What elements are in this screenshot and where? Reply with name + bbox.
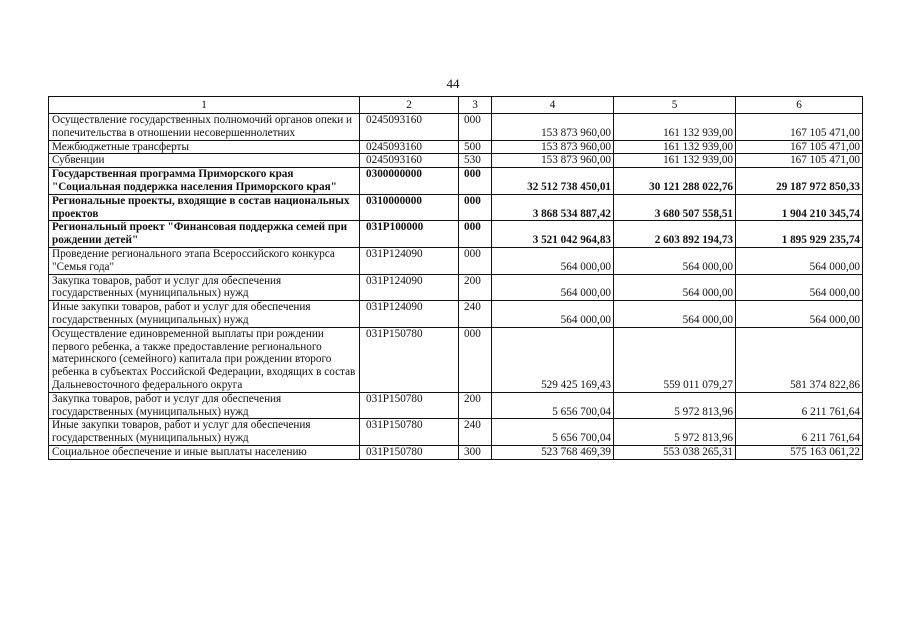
row-value-cell: 29 187 972 850,33 bbox=[736, 168, 863, 195]
row-value-cell: 523 768 469,39 bbox=[492, 445, 614, 459]
row-value-cell: 559 011 079,27 bbox=[614, 327, 736, 392]
column-header: 5 bbox=[614, 97, 736, 114]
row-value-cell: 564 000,00 bbox=[492, 274, 614, 301]
row-code-cell: 031P150780 bbox=[360, 445, 459, 459]
column-header: 3 bbox=[459, 97, 492, 114]
row-code-cell: 031P100000 bbox=[360, 221, 459, 248]
row-value-cell: 5 656 700,04 bbox=[492, 392, 614, 419]
row-value-cell: 581 374 822,86 bbox=[736, 327, 863, 392]
row-name-cell: Проведение регионального этапа Всероссийского конкурса "Семья года" bbox=[49, 247, 360, 274]
table-row bbox=[49, 194, 863, 221]
column-header: 2 bbox=[360, 97, 459, 114]
row-value-cell: 30 121 288 022,76 bbox=[614, 168, 736, 195]
row-code-cell: 031P150780 bbox=[360, 327, 459, 392]
row-code-cell: 031P124090 bbox=[360, 274, 459, 301]
row-name-cell: Региональные проекты, входящие в состав национальных проектов bbox=[49, 194, 360, 221]
row-value-cell: 564 000,00 bbox=[736, 301, 863, 328]
row-value-cell: 161 132 939,00 bbox=[614, 140, 736, 154]
row-value-cell: 161 132 939,00 bbox=[614, 114, 736, 141]
row-code-cell: 031P124090 bbox=[360, 301, 459, 328]
row-type-cell: 300 bbox=[459, 445, 492, 459]
row-value-cell: 6 211 761,64 bbox=[736, 419, 863, 446]
row-code-cell: 0245093160 bbox=[360, 114, 459, 141]
row-type-cell: 000 bbox=[459, 114, 492, 141]
table-row bbox=[49, 392, 863, 419]
row-value-cell: 575 163 061,22 bbox=[736, 445, 863, 459]
row-value-cell: 564 000,00 bbox=[736, 247, 863, 274]
row-type-cell: 000 bbox=[459, 194, 492, 221]
row-name-cell: Иные закупки товаров, работ и услуг для обеспечения государственных (муниципальных) нужд bbox=[49, 301, 360, 328]
row-value-cell: 3 868 534 887,42 bbox=[492, 194, 614, 221]
row-value-cell: 3 680 507 558,51 bbox=[614, 194, 736, 221]
table-header-row bbox=[49, 97, 863, 114]
row-value-cell: 564 000,00 bbox=[614, 247, 736, 274]
row-value-cell: 553 038 265,31 bbox=[614, 445, 736, 459]
row-value-cell: 167 105 471,00 bbox=[736, 114, 863, 141]
row-value-cell: 3 521 042 964,83 bbox=[492, 221, 614, 248]
row-name-cell: Субвенции bbox=[49, 154, 360, 168]
row-code-cell: 0245093160 bbox=[360, 154, 459, 168]
row-code-cell: 0310000000 bbox=[360, 194, 459, 221]
row-value-cell: 2 603 892 194,73 bbox=[614, 221, 736, 248]
table-row bbox=[49, 445, 863, 459]
row-value-cell: 153 873 960,00 bbox=[492, 140, 614, 154]
row-type-cell: 530 bbox=[459, 154, 492, 168]
row-type-cell: 000 bbox=[459, 247, 492, 274]
row-value-cell: 1 904 210 345,74 bbox=[736, 194, 863, 221]
row-name-cell: Региональный проект "Финансовая поддержка семей при рождении детей" bbox=[49, 221, 360, 248]
row-value-cell: 153 873 960,00 bbox=[492, 154, 614, 168]
row-type-cell: 000 bbox=[459, 327, 492, 392]
row-name-cell: Осуществление единовременной выплаты при рождении первого ребенка, а также предоставление регионального материнского (семейного) капитала при рождении второго ребенка в субъектах Российской Федерации, входящих в состав Дальневосточного федерального округа bbox=[49, 327, 360, 392]
table-row bbox=[49, 221, 863, 248]
table-row bbox=[49, 419, 863, 446]
row-value-cell: 529 425 169,43 bbox=[492, 327, 614, 392]
table-row bbox=[49, 140, 863, 154]
table-row bbox=[49, 327, 863, 392]
row-value-cell: 564 000,00 bbox=[614, 274, 736, 301]
budget-table bbox=[48, 96, 863, 460]
row-value-cell: 5 656 700,04 bbox=[492, 419, 614, 446]
row-value-cell: 6 211 761,64 bbox=[736, 392, 863, 419]
row-name-cell: Социальное обеспечение и иные выплаты населению bbox=[49, 445, 360, 459]
row-type-cell: 240 bbox=[459, 419, 492, 446]
row-value-cell: 5 972 813,96 bbox=[614, 419, 736, 446]
row-type-cell: 240 bbox=[459, 301, 492, 328]
row-value-cell: 161 132 939,00 bbox=[614, 154, 736, 168]
row-value-cell: 32 512 738 450,01 bbox=[492, 168, 614, 195]
row-type-cell: 200 bbox=[459, 274, 492, 301]
column-header: 4 bbox=[492, 97, 614, 114]
row-value-cell: 167 105 471,00 bbox=[736, 140, 863, 154]
row-value-cell: 564 000,00 bbox=[492, 247, 614, 274]
row-value-cell: 5 972 813,96 bbox=[614, 392, 736, 419]
row-code-cell: 031P124090 bbox=[360, 247, 459, 274]
row-value-cell: 1 895 929 235,74 bbox=[736, 221, 863, 248]
row-code-cell: 0300000000 bbox=[360, 168, 459, 195]
row-code-cell: 031P150780 bbox=[360, 392, 459, 419]
row-type-cell: 000 bbox=[459, 221, 492, 248]
table-row bbox=[49, 154, 863, 168]
row-name-cell: Межбюджетные трансферты bbox=[49, 140, 360, 154]
table-row bbox=[49, 247, 863, 274]
column-header: 1 bbox=[49, 97, 360, 114]
row-name-cell: Иные закупки товаров, работ и услуг для обеспечения государственных (муниципальных) нужд bbox=[49, 419, 360, 446]
page-number: 44 bbox=[446, 76, 460, 91]
table-row bbox=[49, 168, 863, 195]
row-name-cell: Закупка товаров, работ и услуг для обеспечения государственных (муниципальных) нужд bbox=[49, 392, 360, 419]
row-type-cell: 500 bbox=[459, 140, 492, 154]
row-name-cell: Государственная программа Приморского края "Социальная поддержка населения Приморского края" bbox=[49, 168, 360, 195]
row-type-cell: 000 bbox=[459, 168, 492, 195]
table-row bbox=[49, 114, 863, 141]
table-row bbox=[49, 301, 863, 328]
row-type-cell: 200 bbox=[459, 392, 492, 419]
row-value-cell: 564 000,00 bbox=[614, 301, 736, 328]
column-header: 6 bbox=[736, 97, 863, 114]
row-code-cell: 0245093160 bbox=[360, 140, 459, 154]
row-value-cell: 564 000,00 bbox=[736, 274, 863, 301]
table-row bbox=[49, 274, 863, 301]
row-value-cell: 153 873 960,00 bbox=[492, 114, 614, 141]
row-name-cell: Закупка товаров, работ и услуг для обеспечения государственных (муниципальных) нужд bbox=[49, 274, 360, 301]
row-value-cell: 167 105 471,00 bbox=[736, 154, 863, 168]
row-value-cell: 564 000,00 bbox=[492, 301, 614, 328]
row-code-cell: 031P150780 bbox=[360, 419, 459, 446]
row-name-cell: Осуществление государственных полномочий органов опеки и попечительства в отношении несовершеннолетних bbox=[49, 114, 360, 141]
